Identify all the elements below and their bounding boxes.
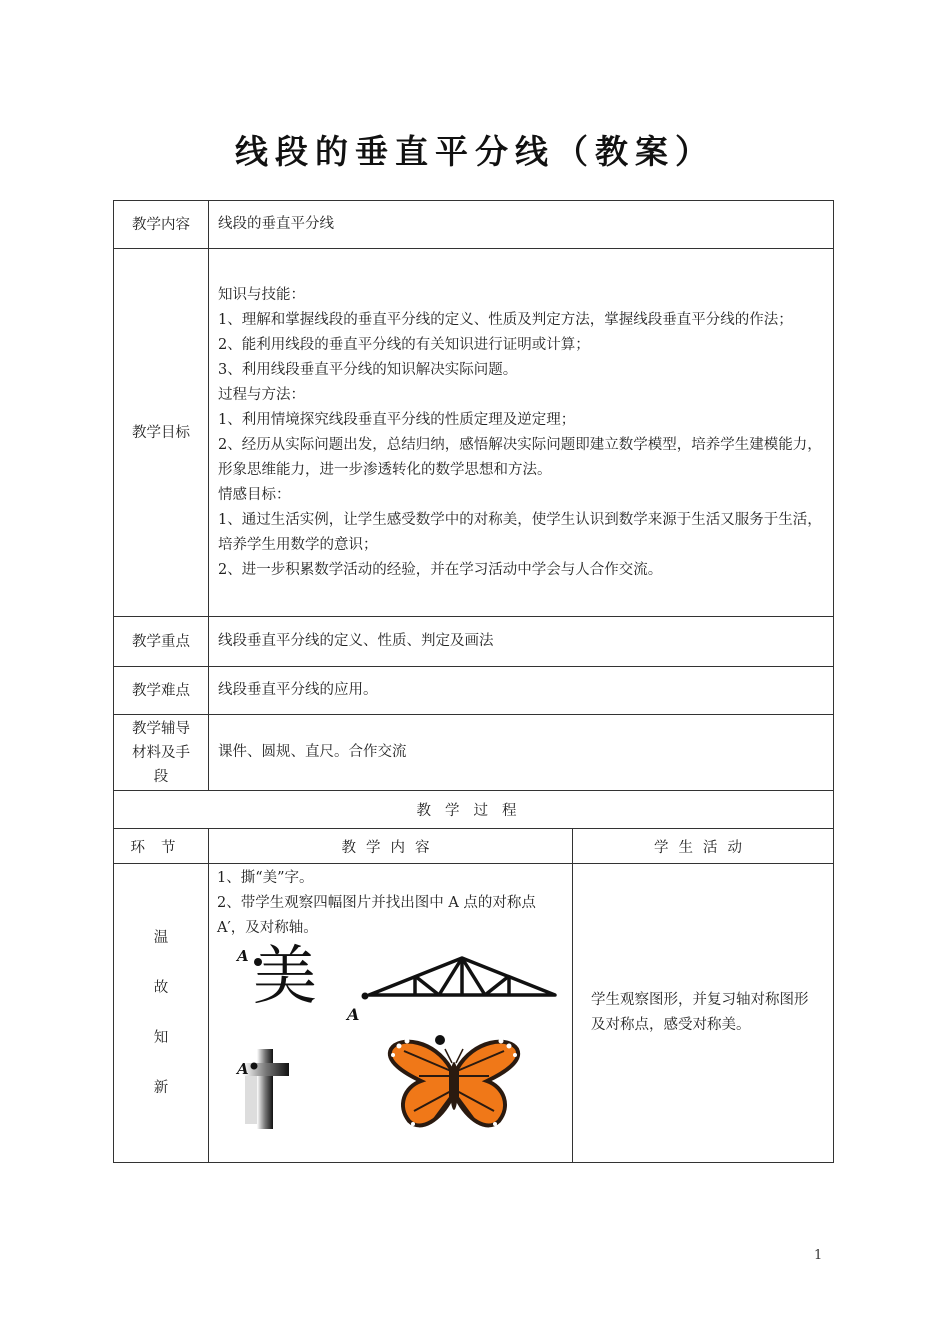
truss-point-a-label: A	[347, 1005, 360, 1024]
goal-line: 情感目标：	[218, 486, 291, 503]
value-key-point: 线段垂直平分线的定义、性质、判定及画法	[209, 617, 834, 667]
cross-horizontal	[243, 1063, 289, 1076]
goal-line: 1、理解和掌握线段的垂直平分线的定义、性质及判定方法，掌握线段垂直平分线的作法；	[218, 311, 793, 328]
row-materials	[114, 715, 834, 791]
butterfly-body	[450, 1062, 458, 1110]
label-materials-line: 材料及手	[132, 744, 190, 761]
stage-content-line: 1、撕“美”字。	[217, 870, 314, 886]
value-teaching-goals	[209, 249, 834, 617]
goal-line: 2、能利用线段的垂直平分线的有关知识进行证明或计算；	[218, 336, 590, 353]
goal-line: 2、经历从实际问题出发，总结归纳，感悟解决实际问题即建立数学模型，培养学生建模能力，形象思维能力，进一步渗透转化的数学思想和方法。	[218, 436, 822, 478]
label-materials	[114, 715, 209, 791]
row-column-headers	[114, 829, 834, 864]
symmetry-figures	[209, 941, 572, 1146]
col-header-activity: 学生活动	[573, 829, 834, 864]
stage-name	[114, 864, 209, 1163]
goal-line: 知识与技能：	[218, 286, 305, 303]
value-difficulty: 线段垂直平分线的应用。	[209, 667, 834, 715]
goal-line: 过程与方法：	[218, 386, 305, 403]
row-key-point	[114, 617, 834, 667]
label-difficulty: 教学难点	[114, 667, 209, 715]
row-teaching-goals	[114, 249, 834, 617]
butterfly-left-wing	[390, 1042, 451, 1126]
stage-name-char: 故	[153, 980, 169, 996]
label-materials-line: 教学辅导	[132, 720, 190, 737]
stage-name-char: 新	[153, 1080, 169, 1096]
label-materials-line: 段	[153, 768, 169, 785]
butterfly-right-wing	[457, 1042, 518, 1126]
goal-line: 1、通过生活实例，让学生感受数学中的对称美，使学生认识到数学来源于生活又服务于生活，培养学生用数学的意识；	[218, 511, 822, 553]
value-teaching-content: 线段的垂直平分线	[209, 201, 834, 249]
row-process-header	[114, 791, 834, 829]
value-materials: 课件、圆规、直尺。合作交流	[209, 715, 834, 791]
col-header-content: 教学内容	[209, 829, 573, 864]
stage-content	[209, 864, 573, 1163]
goal-line: 2、进一步积累数学活动的经验，并在学习活动中学会与人合作交流。	[218, 561, 663, 578]
truss-member	[485, 976, 509, 995]
label-key-point: 教学重点	[114, 617, 209, 667]
goal-line: 3、利用线段垂直平分线的知识解决实际问题。	[218, 361, 518, 378]
truss-point-a-dot	[362, 993, 369, 1000]
stage-activity: 学生观察图形，并复习轴对称图形及对称点，感受对称美。	[573, 864, 834, 1163]
truss-member	[415, 976, 439, 995]
col-header-stage: 环节	[114, 829, 209, 864]
cross-point-a-label: A	[237, 1060, 249, 1078]
goal-line: 1、利用情境探究线段垂直平分线的性质定理及逆定理；	[218, 411, 576, 428]
roof-truss-figure	[369, 958, 555, 995]
point-a-label: A	[237, 947, 249, 965]
page-title: 线段的垂直平分线（教案）	[235, 132, 715, 171]
label-teaching-content: 教学内容	[114, 201, 209, 249]
mei-character: 美	[253, 941, 317, 1014]
row-teaching-content	[114, 201, 834, 249]
row-stage-review	[114, 864, 834, 1163]
page-number: 1	[814, 1248, 823, 1263]
cross-shadow	[245, 1076, 259, 1124]
stage-name-char: 知	[153, 1030, 169, 1046]
stage-name-char: 温	[153, 930, 169, 946]
butterfly-point-a-dot	[435, 1035, 445, 1045]
figures-svg	[209, 941, 573, 1146]
row-difficulty	[114, 667, 834, 715]
mei-character-figure	[235, 941, 317, 1014]
stage-content-line: 2、带学生观察四幅图片并找出图中 A 点的对称点 A′，及对称轴。	[217, 895, 536, 936]
cross-point-a-dot	[251, 1063, 258, 1070]
cross-figure	[235, 1049, 289, 1129]
butterfly-figure	[390, 1035, 518, 1126]
label-teaching-goals: 教学目标	[114, 249, 209, 617]
lesson-plan-table	[113, 200, 834, 1163]
cross-vertical	[257, 1049, 273, 1129]
process-header: 教学过程	[114, 791, 834, 829]
